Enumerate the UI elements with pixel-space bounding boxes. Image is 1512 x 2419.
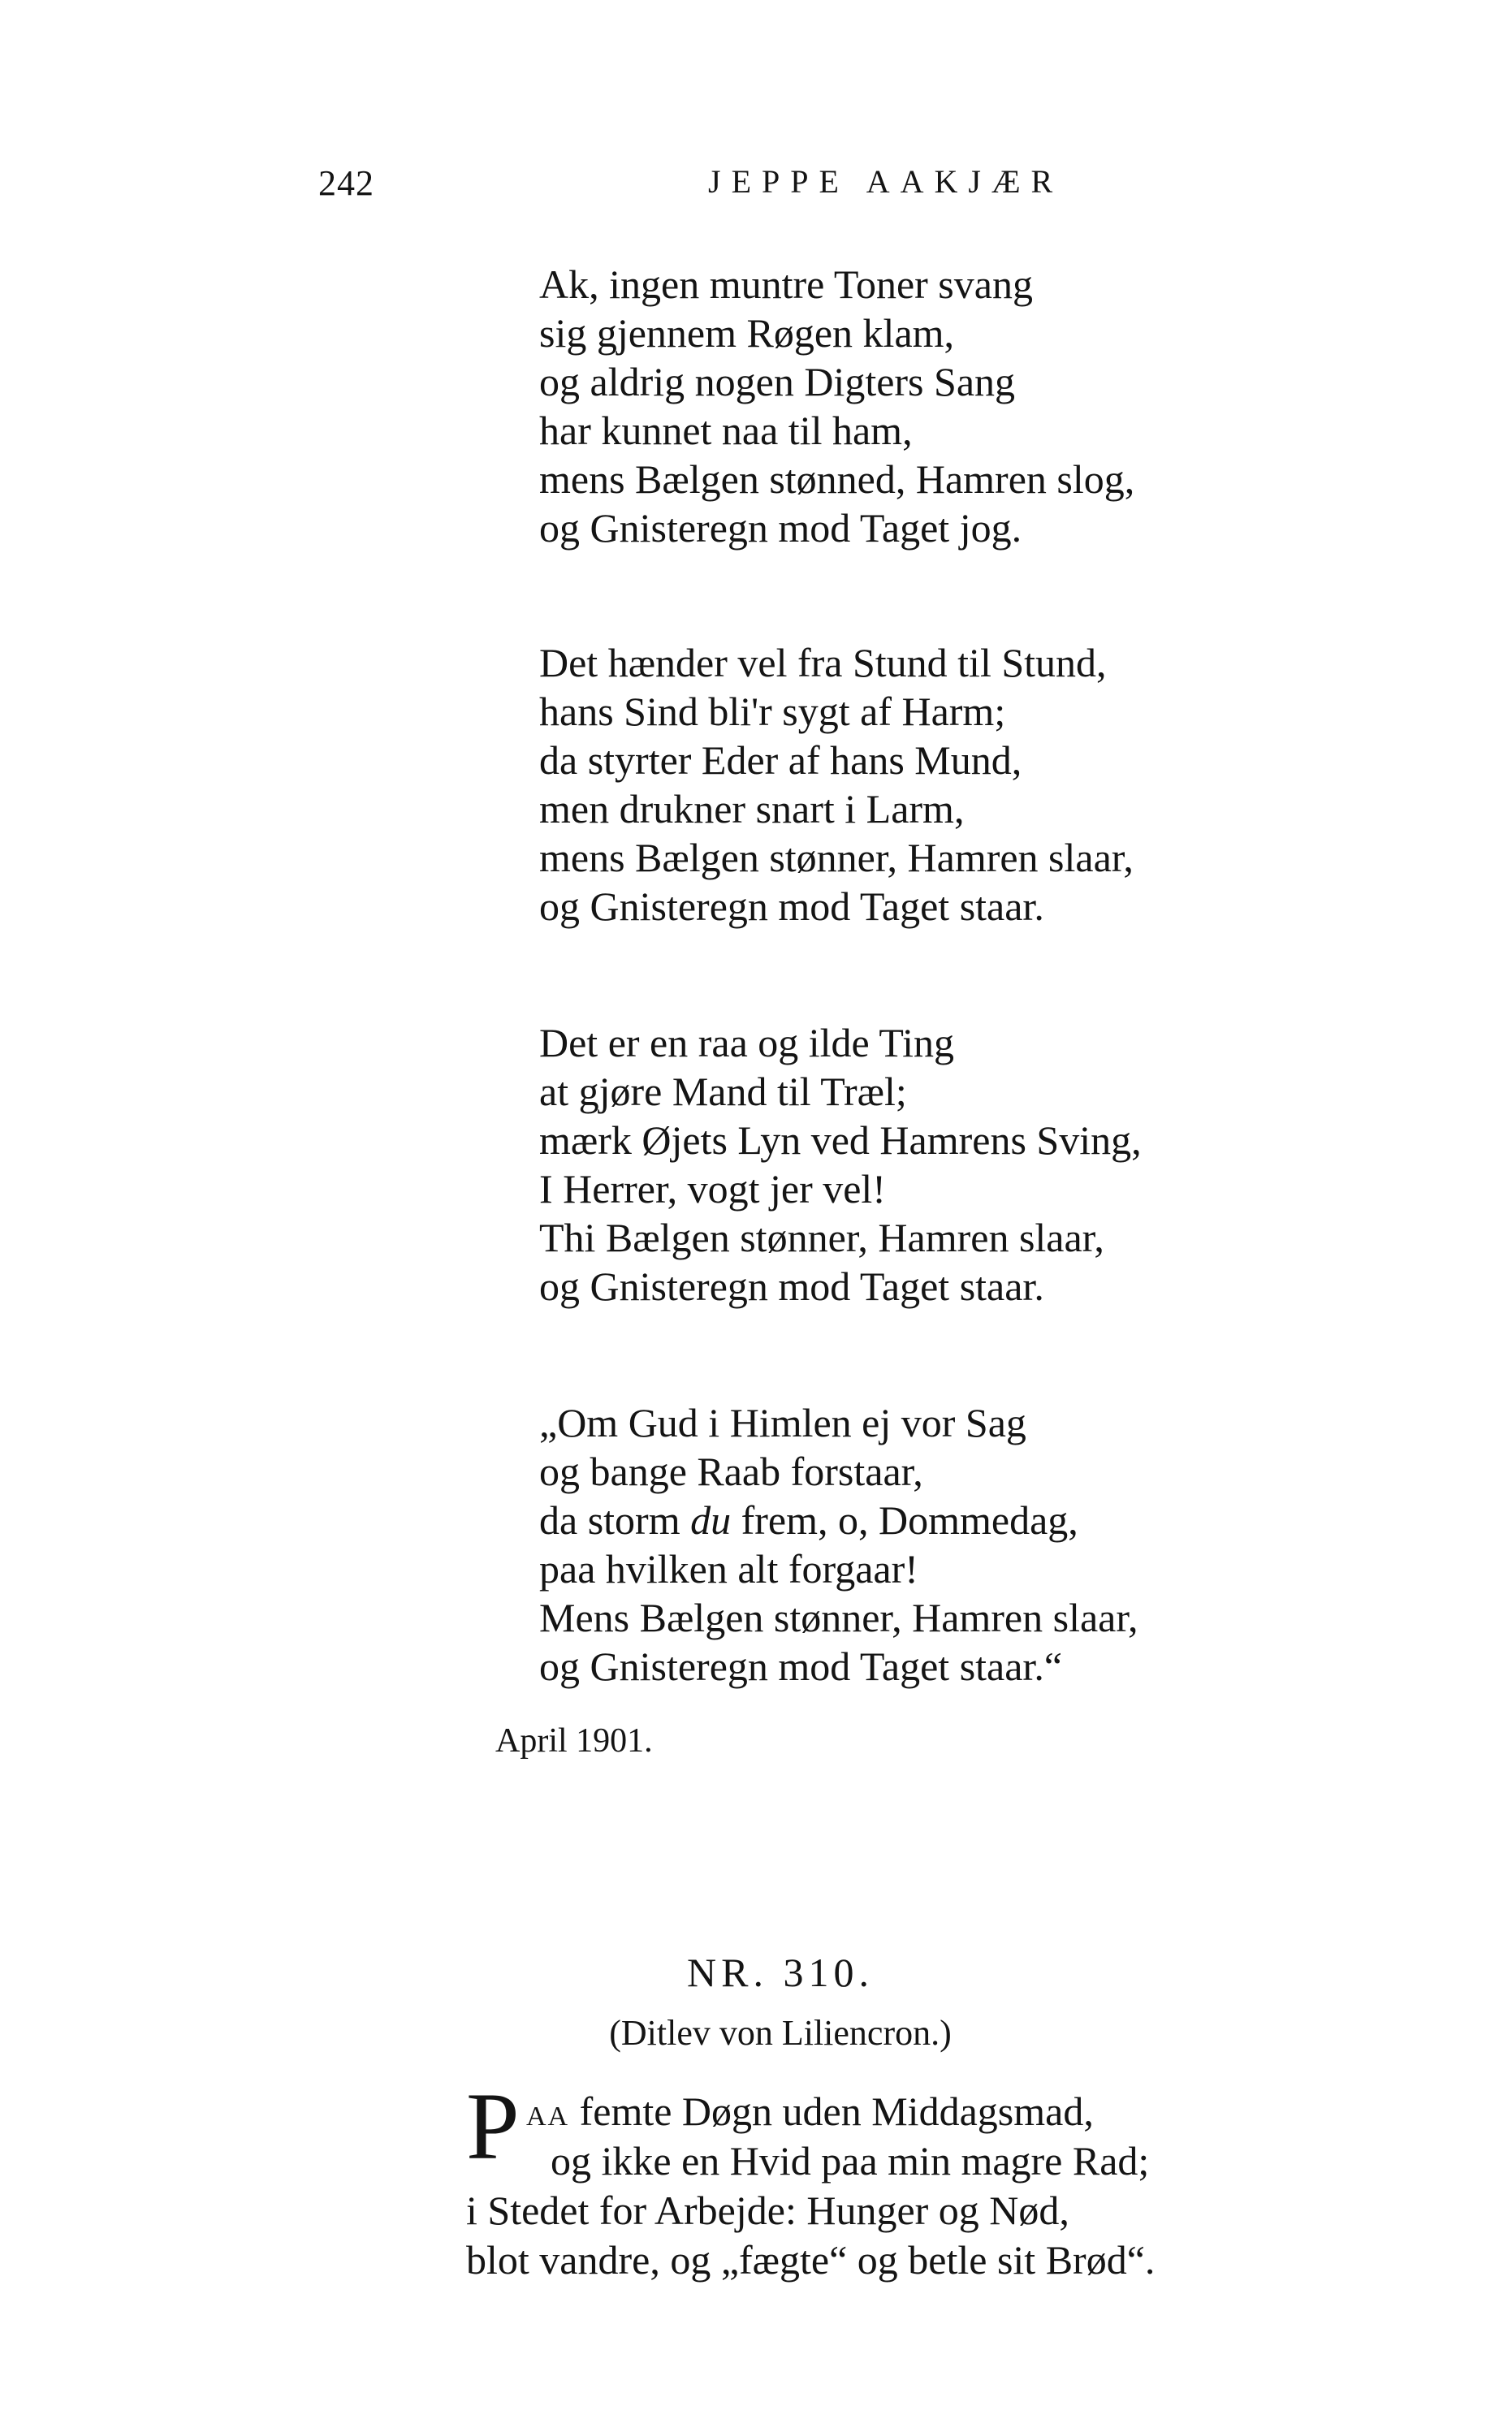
verse-line: paa hvilken alt forgaar! <box>539 1546 918 1592</box>
verse-prefix: da storm <box>539 1497 691 1543</box>
verse-line-with-emphasis <box>539 1496 1138 1544</box>
verse-rest: frem, o, Dommedag, <box>741 1497 1078 1543</box>
emphasized-word: du <box>690 1497 732 1543</box>
first-word-caps: AA <box>526 2102 570 2132</box>
page-number: 242 <box>318 163 374 203</box>
verse-line: Det er en raa og ilde Ting <box>539 1020 955 1065</box>
verse-line: sig gjennem Røgen klam, <box>539 310 955 356</box>
stanza-1 <box>539 260 1134 552</box>
stanza-3 <box>539 1018 1142 1311</box>
verse-spacer <box>731 1497 741 1543</box>
verse-line: og Gnisteregn mod Taget staar. <box>539 1263 1044 1309</box>
verse-rest: femte Døgn uden Middagsmad, <box>569 2089 1094 2134</box>
verse-line: og Gnisteregn mod Taget staar. <box>539 883 1044 929</box>
verse-line: Thi Bælgen stønner, Hamren slaar, <box>539 1215 1104 1260</box>
verse-line: og Gnisteregn mod Taget jog. <box>539 505 1022 551</box>
verse-line: „Om Gud i Himlen ej vor Sag <box>539 1400 1026 1445</box>
verse-line: Mens Bælgen stønner, Hamren slaar, <box>539 1595 1138 1640</box>
section-number: NR. 310. <box>687 1950 874 1995</box>
verse-line: og bange Raab forstaar, <box>539 1449 923 1494</box>
stanza-2 <box>539 638 1134 931</box>
verse-line-first <box>466 2087 1155 2136</box>
verse-line: mens Bælgen stønner, Hamren slaar, <box>539 835 1134 880</box>
drop-cap: P <box>466 2073 520 2179</box>
verse-line: og aldrig nogen Digters Sang <box>539 359 1016 404</box>
verse-line: I Herrer, vogt jer vel! <box>539 1166 886 1212</box>
stanza-next <box>466 2087 1155 2285</box>
verse-line: da styrter Eder af hans Mund, <box>539 737 1022 783</box>
verse-line: har kunnet naa til ham, <box>539 408 913 453</box>
running-head: JEPPE AAKJÆR <box>708 163 1064 200</box>
verse-line: blot vandre, og „fægte“ og betle sit Brød“. <box>466 2237 1156 2283</box>
verse-line: hans Sind bli'r sygt af Harm; <box>539 689 1006 734</box>
verse-line: mærk Øjets Lyn ved Hamrens Sving, <box>539 1117 1142 1163</box>
verse-line: mens Bælgen stønned, Hamren slog, <box>539 456 1135 502</box>
verse-line: i Stedet for Arbejde: Hunger og Nød, <box>466 2188 1069 2233</box>
verse-line: Ak, ingen muntre Toner svang <box>539 261 1033 307</box>
poem-date: April 1901. <box>495 1722 653 1760</box>
verse-line: at gjøre Mand til Træl; <box>539 1069 907 1114</box>
verse-line: Det hænder vel fra Stund til Stund, <box>539 640 1107 685</box>
stanza-4 <box>539 1398 1138 1691</box>
attribution: (Ditlev von Liliencron.) <box>609 2013 952 2053</box>
verse-line: men drukner snart i Larm, <box>539 786 965 832</box>
verse-line: og Gnisteregn mod Taget staar.“ <box>539 1644 1063 1689</box>
verse-line: og ikke en Hvid paa min magre Rad; <box>551 2138 1150 2184</box>
